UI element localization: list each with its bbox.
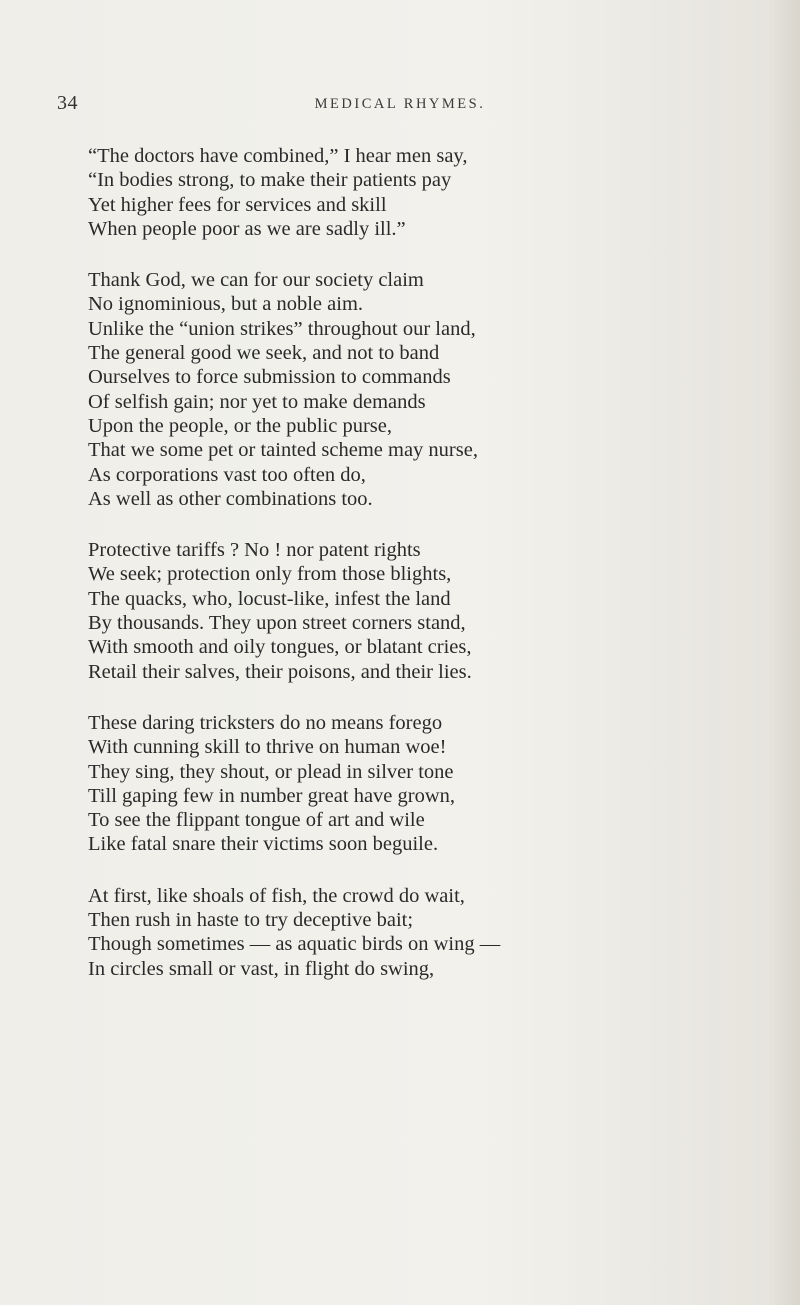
poem-line: Retail their salves, their poisons, and their lies. — [88, 660, 472, 683]
poem-line: They sing, they shout, or plead in silver tone — [88, 760, 454, 783]
poem-line: As well as other combinations too. — [88, 487, 373, 510]
poem-line: No ignominious, but a noble aim. — [88, 293, 364, 316]
poem-line: Then rush in haste to try deceptive bait; — [88, 909, 414, 932]
poem-line: Like fatal snare their victims soon beguile. — [88, 833, 439, 856]
poem-line: Till gaping few in number great have grown, — [88, 784, 456, 807]
stanza — [88, 144, 748, 241]
poem-line: Though sometimes — as aquatic birds on wing — — [88, 933, 501, 956]
stanza — [88, 711, 748, 857]
poem-line: That we some pet or tainted scheme may nurse, — [88, 439, 478, 462]
poem-line: We seek; protection only from those blights, — [88, 563, 452, 586]
poem — [88, 144, 748, 1008]
poem-line: With smooth and oily tongues, or blatant cries, — [88, 636, 472, 659]
poem-line: When people poor as we are sadly ill.” — [88, 217, 406, 240]
poem-line: At first, like shoals of fish, the crowd do wait, — [88, 884, 465, 907]
poem-line: Yet higher fees for services and skill — [88, 193, 387, 216]
poem-line: “The doctors have combined,” I hear men say, — [88, 145, 468, 167]
page-number: 34 — [57, 92, 78, 114]
poem-line: The general good we seek, and not to band — [88, 342, 440, 365]
poem-line: Unlike the “union strikes” throughout our land, — [88, 317, 476, 340]
poem-line: Thank God, we can for our society claim — [88, 269, 424, 292]
poem-line: To see the flippant tongue of art and wile — [88, 809, 425, 832]
poem-line: With cunning skill to thrive on human woe! — [88, 736, 447, 759]
stanza — [88, 884, 748, 981]
poem-line: By thousands. They upon street corners stand, — [88, 612, 466, 635]
poem-line: “In bodies strong, to make their patients pay — [88, 169, 452, 192]
stanza — [88, 268, 748, 511]
poem-line: As corporations vast too often do, — [88, 463, 366, 486]
poem-line: The quacks, who, locust-like, infest the land — [88, 587, 451, 610]
poem-line: Upon the people, or the public purse, — [88, 414, 393, 437]
poem-line: In circles small or vast, in flight do swing, — [88, 957, 435, 980]
stanza — [88, 538, 748, 684]
poem-line: Of selfish gain; nor yet to make demands — [88, 390, 426, 413]
poem-line: Protective tariffs ? No ! nor patent rights — [88, 539, 421, 562]
poem-line: These daring tricksters do no means forego — [88, 711, 443, 734]
running-title: MEDICAL RHYMES. — [314, 96, 486, 112]
poem-line: Ourselves to force submission to commands — [88, 366, 451, 389]
